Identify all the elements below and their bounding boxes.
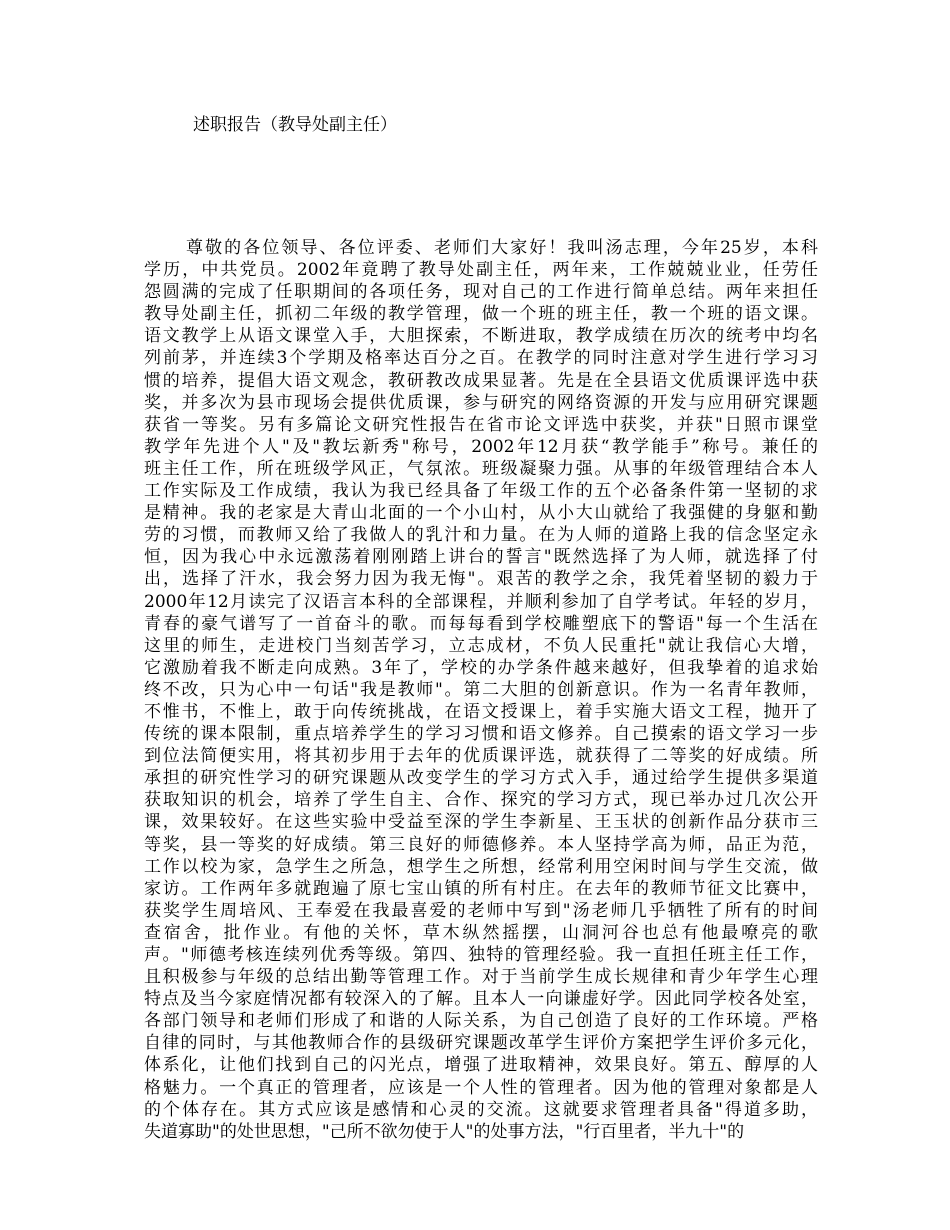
body-text-line: 惯的培养，提倡大语文观念，教研教改成果显著。先是在全县语文优质课评选中获 xyxy=(144,370,818,391)
body-text-line: 2000年12月读完了汉语言本科的全部课程，并顺利参加了自学考试。年轻的岁月， xyxy=(144,591,818,612)
body-text-line: 等奖，县一等奖的好成绩。第三良好的师德修养。本人坚持学高为师，品正为范， xyxy=(144,834,818,855)
body-text-line: 获奖学生周培风、王奉爱在我最喜爱的老师中写到"汤老师几乎牺牲了所有的时间 xyxy=(144,900,818,921)
body-text-line: 格魅力。一个真正的管理者，应该是一个人性的管理者。因为他的管理对象都是人 xyxy=(144,1077,818,1098)
body-text-line: 家访。工作两年多就跑遍了原七宝山镇的所有村庄。在去年的教师节征文比赛中， xyxy=(144,878,818,899)
body-text-line: 劳的习惯，而教师又给了我做人的乳汁和力量。在为人师的道路上我的信念坚定永 xyxy=(144,525,818,546)
body-text-line: 学历，中共党员。2002年竟聘了教导处副主任，两年来，工作兢兢业业，任劳任 xyxy=(144,260,818,281)
body-text-line: 青春的豪气谱写了一首奋斗的歌。而每每看到学校雕塑底下的警语"每一个生活在 xyxy=(144,613,818,634)
body-text-line: 特点及当今家庭情况都有较深入的了解。且本人一向谦虚好学。因此同学校各处室， xyxy=(144,989,818,1010)
body-text-line: 终不改，只为心中一句话"我是教师"。第二大胆的创新意识。作为一名青年教师， xyxy=(144,679,818,700)
body-text-line: 各部门领导和老师们形成了和谐的人际关系，为自己创造了良好的工作环境。严格 xyxy=(144,1011,818,1032)
body-text-line: 是精神。我的老家是大青山北面的一个小山村，从小大山就给了我强健的身躯和勤 xyxy=(144,503,818,524)
body-text-line: 课，效果较好。在这些实验中受益至深的学生李新星、王玉状的创新作品分获市三 xyxy=(144,812,818,833)
body-text-line: 奖，并多次为县市现场会提供优质课，参与研究的网络资源的开发与应用研究课题 xyxy=(144,392,818,413)
body-text-line: 传统的课本限制，重点培养学生的学习习惯和语文修养。自己摸索的语文学习一步 xyxy=(144,724,818,745)
body-text-line: 这里的师生，走进校门当刻苦学习，立志成材，不负人民重托"就让我信心大增， xyxy=(144,635,818,656)
body-text-line: 工作实际及工作成绩，我认为我已经具备了年级工作的五个必备条件第一坚韧的求 xyxy=(144,481,818,502)
body-text-line: 且积极参与年级的总结出勤等管理工作。对于当前学生成长规律和青少年学生心理 xyxy=(144,967,818,988)
body-text-line: 教导处副主任，抓初二年级的教学管理，做一个班的班主任，教一个班的语文课。 xyxy=(144,304,818,325)
body-text-line: 不惟书，不惟上，敢于向传统挑战，在语文授课上，着手实施大语文工程，抛开了 xyxy=(144,701,818,722)
body-text-line: 列前茅，并连续3个学期及格率达百分之百。在教学的同时注意对学生进行学习习 xyxy=(144,348,818,369)
body-text-line: 语文教学上从语文课堂入手，大胆探索，不断进取，教学成绩在历次的统考中均名 xyxy=(144,326,818,347)
body-text-line: 查宿舍，批作业。有他的关怀，草木纵然摇摆，山洞河谷也总有他最嘹亮的歌 xyxy=(144,922,818,943)
body-text-line: 自律的同时，与其他教师合作的县级研究课题改革学生评价方案把学生评价多元化， xyxy=(144,1033,818,1054)
body-text-line: 获取知识的机会，培养了学生自主、合作、探究的学习方式，现已举办过几次公开 xyxy=(144,790,818,811)
body-text-line: 恒，因为我心中永远激荡着刚刚踏上讲台的誓言"既然选择了为人师，就选择了付 xyxy=(144,547,818,568)
body-text-line: 声。"师德考核连续列优秀等级。第四、独特的管理经验。我一直担任班主任工作， xyxy=(144,945,818,965)
body-text-line: 体系化，让他们找到自己的闪光点，增强了进取精神，效果良好。第五、醇厚的人 xyxy=(144,1055,818,1076)
body-text-line: 教学年先进个人"及"教坛新秀"称号，2002年12月获“教学能手”称号。兼任的 xyxy=(144,436,818,457)
body-text-line: 工作以校为家，急学生之所急，想学生之所想，经常利用空闲时间与学生交流，做 xyxy=(144,856,818,877)
body-text-line: 它激励着我不断走向成熟。3年了，学校的办学条件越来越好，但我挚着的追求始 xyxy=(144,657,818,678)
body-text-line: 出，选择了汗水，我会努力因为我无悔"。艰苦的教学之余，我凭着坚韧的毅力于 xyxy=(144,569,818,590)
body-text-line: 获省一等奖。另有多篇论文研究性报告在省市论文评选中获奖，并获"日照市课堂 xyxy=(144,414,818,435)
body-text-line: 的个体存在。其方式应该是感情和心灵的交流。这就要求管理者具备"得道多助， xyxy=(144,1099,818,1120)
body-text-line: 承担的研究性学习的研究课题从改变学生的学习方式入手，通过给学生提供多渠道 xyxy=(144,768,818,789)
body-text-line: 怨圆满的完成了任职期间的各项任务，现对自己的工作进行简单总结。两年来担任 xyxy=(144,282,818,303)
body-text-line: 失道寡助"的处世思想，"己所不欲勿使于人"的处事方法，"行百里者，半九十"的 xyxy=(144,1121,745,1142)
document-body xyxy=(144,237,818,1143)
body-text-line: 到位法简便实用，将其初步用于去年的优质课评选，就获得了二等奖的好成绩。所 xyxy=(144,746,818,767)
body-text-line: 尊敬的各位领导、各位评委、老师们大家好！我叫汤志理，今年25岁，本科 xyxy=(186,238,818,258)
body-text-line: 班主任工作，所在班级学风正，气氛浓。班级凝聚力强。从事的年级管理结合本人 xyxy=(144,458,818,479)
document-title: 述职报告（教导处副主任） xyxy=(193,115,397,135)
